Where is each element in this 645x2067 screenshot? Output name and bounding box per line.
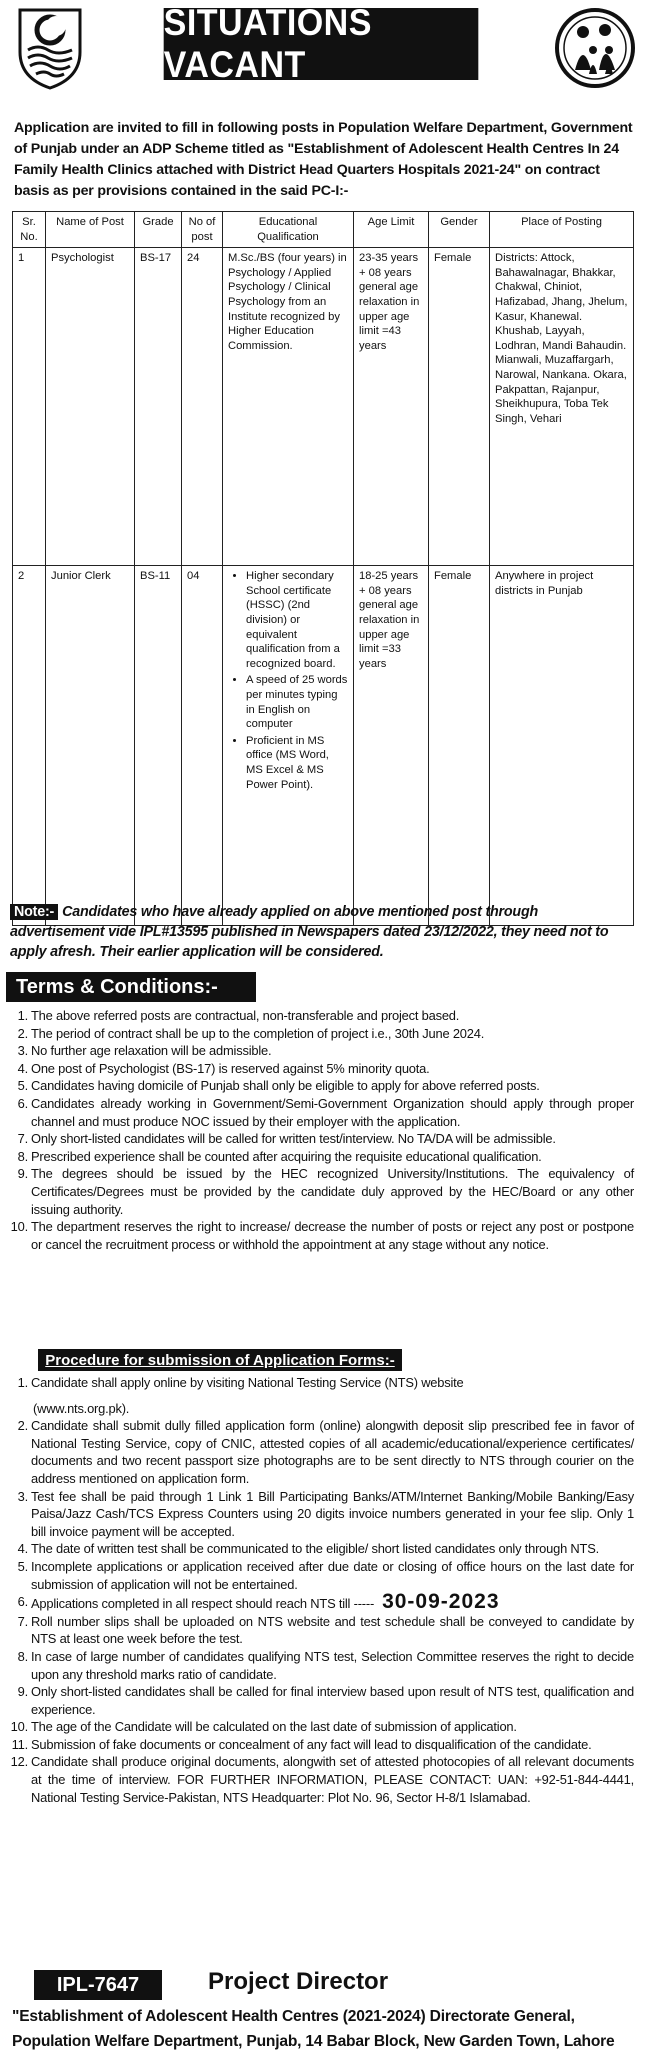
punjab-government-emblem (14, 4, 86, 92)
list-item: 3. No further age relaxation will be admissible. (17, 1043, 272, 1059)
list-item: 7. Only short-listed candidates will be called for written test/interview. No TA/DA will be admissible. (17, 1131, 556, 1147)
table-cell: 04 (182, 566, 223, 926)
note-block (10, 902, 635, 962)
table-cell: BS-17 (135, 248, 182, 566)
list-item: 8. In case of large number of candidates qualifying NTS test, Selection Committee reserves the right to decide upon any threshold marks ratio of candidate. (17, 1648, 634, 1682)
list-item: 1. Candidate shall apply online by visiting National Testing Service (NTS) website (www.nts.org.pk). (6, 1374, 634, 1417)
signatory-title: Project Director (208, 1968, 389, 1995)
column-header: Age Limit (354, 212, 429, 248)
column-header: Grade (135, 212, 182, 248)
note-label: Note:- (10, 904, 58, 920)
table-cell: 24 (182, 248, 223, 566)
list-item: 3. Test fee shall be paid through 1 Link 1 Bill Participating Banks/ATM/Internet Banking/Mobile Banking/Easy Paisa/Jazz Cash/TCS Express Counters using 20 digits invoice numbers generated in your fee slip. Only 1 bill invoice payment will be accepted. (17, 1488, 634, 1539)
column-header: Place of Posting (490, 212, 634, 248)
list-item: 12. Candidate shall produce original documents, alongwith set of attested photocopies of all relevant documents at the time of interview. FOR FURTHER INFORMATION, PLEASE CONTACT: UAN: +92-51-844-4441, National Testing Service-Pakistan, NTS Headquarter: Plot No. 96, Sector H-8/1 Islamabad. (10, 1754, 634, 1805)
note-text: Candidates who have already applied on above mentioned post through advertisement vide IPL#13595 published in Newspapers dated 23/12/2022, they need not to apply afresh. Their earlier application will be considered. (10, 904, 609, 960)
table-cell: M.Sc./BS (four years) in Psychology / Applied Psychology / Clinical Psychology from an Institute recognized by Higher Education Commission. (223, 248, 354, 566)
list-item: 4. The date of written test shall be communicated to the eligible/ short listed candidates only through NTS. (17, 1541, 599, 1557)
table-header-row (13, 212, 634, 248)
ipl-number-badge: IPL-7647 (34, 1970, 162, 2000)
list-item: 5. Incomplete applications or application received after due date or closing of office hours on the last date for submission of application will not be entertained. (17, 1558, 634, 1592)
intro-paragraph: Application are invited to fill in following posts in Population Welfare Department, Government of Punjab under an ADP Scheme titled as "Establishment of Adolescent Health Centres In 24 Family Health Clinics attached with District Head Quarters Hospitals 2021-24" on contract basis as per provisions contained in the said PC-I:- (14, 120, 633, 199)
list-item: 6. Candidates already working in Government/Semi-Government Organization should apply through proper channel and must produce NOC issued by their employer with the application. (17, 1095, 634, 1129)
table-cell: Anywhere in project districts in Punjab (490, 566, 634, 926)
table-row (13, 566, 634, 926)
column-header: Sr. No. (13, 212, 46, 248)
column-header: Name of Post (46, 212, 135, 248)
list-item: 4. One post of Psychologist (BS-17) is reserved against 5% minority quota. (17, 1060, 430, 1076)
qualification-list (228, 569, 348, 792)
terms-heading: Terms & Conditions:- (6, 972, 256, 1002)
list-item: 10. The department reserves the right to increase/ decrease the number of posts or reject any post or postpone or cancel the recruitment process or withhold the appointment at any stage without any notice. (10, 1219, 634, 1252)
list-item: • Proficient in MS office (MS Word, MS Excel & MS Power Point). (246, 734, 348, 792)
population-welfare-family-logo (553, 4, 637, 94)
procedure-heading: Procedure for submission of Application Forms:- (38, 1349, 402, 1371)
list-item: • Higher secondary School certificate (HSSC) (2nd division) or equivalent qualification from a recognized board. (246, 569, 348, 671)
list-item: 1. The above referred posts are contractual, non-transferable and project based. (17, 1008, 460, 1023)
column-header: Educational Qualification (223, 212, 354, 248)
list-item: 2. Candidate shall submit dully filled application form (online) alongwith deposit slip prescribed fee in favor of National Testing Service, copy of CNIC, attested copies of all academic/educational/experience certificates/ documents and two recent passport size photographs are to be sent directly to NTS through courier on the address mentioned on application form. (17, 1418, 634, 1486)
table-cell: BS-11 (135, 566, 182, 926)
footer-address: "Establishment of Adolescent Health Centres (2021-2024) Directorate General, Population Welfare Department, Punjab, 14 Babar Block, New Garden Town, Lahore (12, 2008, 615, 2050)
list-item: 10. The age of the Candidate will be calculated on the last date of submission of application. (10, 1719, 517, 1735)
list-item: 6. Applications completed in all respect should reach NTS till ----- 30-09-2023 (17, 1590, 500, 1614)
table-cell: 18-25 years + 08 years general age relaxation in upper age limit =33 years (354, 566, 429, 926)
deadline-date: 30-09-2023 (382, 1590, 500, 1614)
table-cell: 2 (13, 566, 46, 926)
list-item: 8. Prescribed experience shall be counted after acquiring the requisite educational qualification. (17, 1148, 542, 1164)
table-row (13, 248, 634, 566)
procedure-list (6, 1374, 634, 1806)
posts-table (12, 211, 634, 926)
table-cell (223, 566, 354, 926)
list-item: 9. Only short-listed candidates shall be called for final interview based upon result of NTS test, qualification and experience. (17, 1684, 634, 1717)
list-item: 7. Roll number slips shall be uploaded on NTS website and test schedule shall be conveyed to candidate by NTS at least one week before the test. (17, 1613, 634, 1647)
table-cell: Female (429, 566, 490, 926)
table-cell: Junior Clerk (46, 566, 135, 926)
column-header: No of post (182, 212, 223, 248)
header (0, 0, 645, 118)
table-cell: Female (429, 248, 490, 566)
table-cell: Psychologist (46, 248, 135, 566)
list-item: 5. Candidates having domicile of Punjab shall only be eligible to apply for above referred posts. (17, 1078, 540, 1094)
list-item: 9. The degrees should be issued by the HEC recognized University/Institutions. The equivalency of Certificates/Degrees must be provided by the candidate duly approved by the HEC/Board or any other issuing authority. (17, 1166, 634, 1217)
list-item: 2. The period of contract shall be up to the completion of project i.e., 30th June 2024. (17, 1025, 485, 1041)
list-item: • A speed of 25 words per minutes typing in English on computer (246, 673, 348, 731)
nts-website-link[interactable]: (www.nts.org.pk). (33, 1400, 130, 1416)
table-cell: 1 (13, 248, 46, 566)
column-header: Gender (429, 212, 490, 248)
table-cell: 23-35 years + 08 years general age relaxation in upper age limit =43 years (354, 248, 429, 566)
terms-list (6, 1007, 634, 1253)
list-item: 11. Submission of fake documents or concealment of any fact will lead to disqualification of the candidate. (11, 1736, 592, 1752)
table-cell: Districts: Attock, Bahawalnagar, Bhakkar, Chakwal, Chiniot, Hafizabad, Jhang, Jhelum, Kasur, Khanewal. Khushab, Layyah, Lodhran, Mandi Bahaudin. Mianwali, Muzaffargarh, Narowal, Nankana. Okara, Pakpattan, Rajanpur, Sheikhupura, Toba Tek Singh, Vehari (490, 248, 634, 566)
page-title: SITUATIONS VACANT (164, 8, 479, 80)
